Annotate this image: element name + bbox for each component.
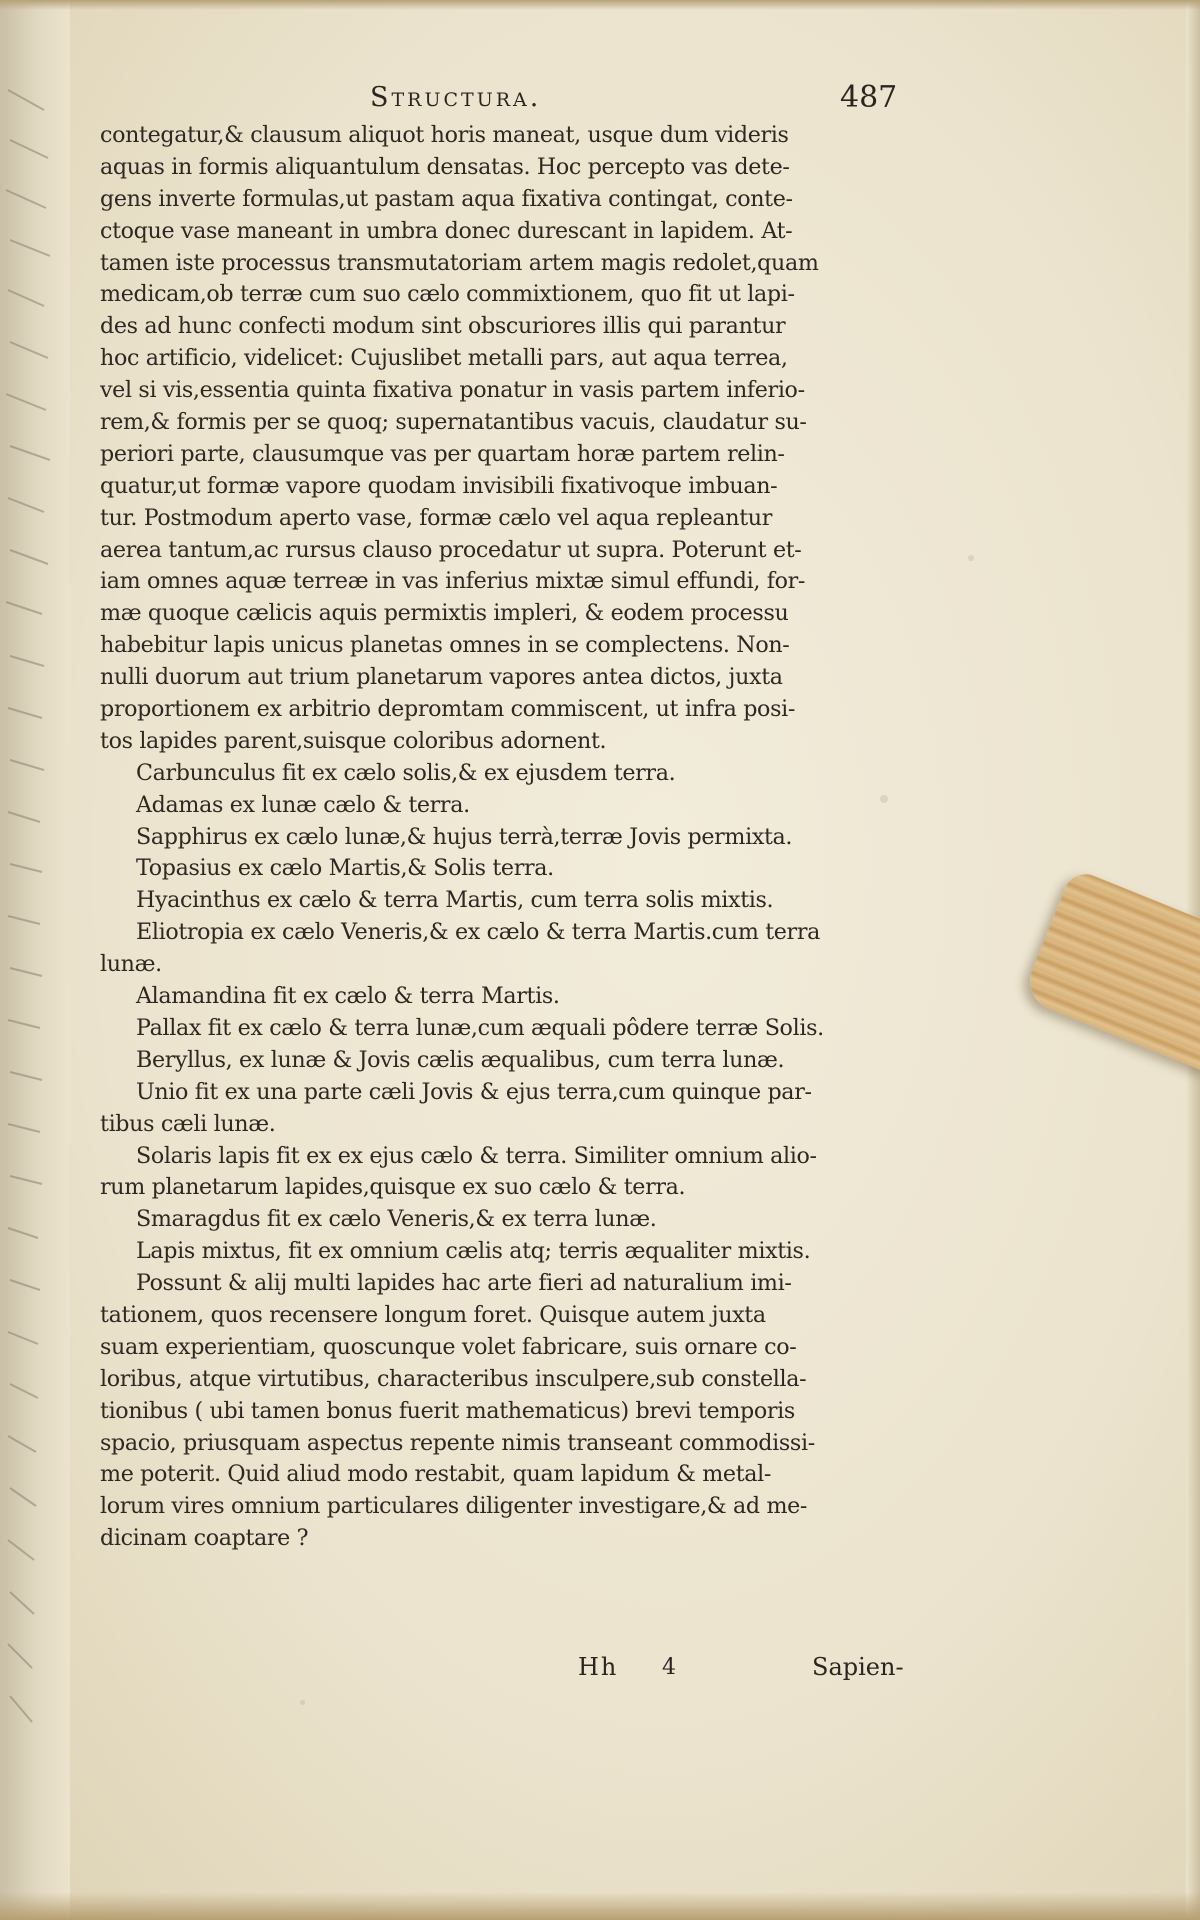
text-line: Sapphirus ex cælo lunæ,& hujus terrà,terræ Jovis permixta. [136,823,793,850]
text-line: ctoque vase maneant in umbra donec durescant in lapidem. At- [100,217,793,244]
paper-spot [968,555,974,561]
page-header [100,78,910,118]
text-line: Hyacinthus ex cælo & terra Martis, cum terra solis mixtis. [136,887,774,914]
text-line: Unio fit ex una parte cæli Jovis & ejus terra,cum quinque par- [136,1078,812,1105]
body-text [100,120,910,1555]
text-line: tibus cæli lunæ. [100,1110,276,1137]
text-line: gens inverte formulas,ut pastam aqua fixativa contingat, conte- [100,185,793,212]
page-footer [100,1653,920,1693]
signature-number: 4 [662,1655,676,1680]
text-line: tationem, quos recensere longum foret. Quisque autem juxta [100,1301,766,1328]
text-line: des ad hunc confecti modum sint obscuriores illis qui parantur [100,313,786,340]
text-line: periori parte, clausumque vas per quartam horæ partem relin- [100,440,785,467]
binding-gutter [0,0,70,1920]
running-title: Structura. [370,82,542,113]
text-line: medicam,ob terræ cum suo cælo commixtionem, quo fit ut lapi- [100,281,795,308]
page-bottom-edge [0,1892,1200,1920]
text-line: Adamas ex lunæ cælo & terra. [136,791,470,818]
bleed-through-marks [4,80,60,1780]
wooden-page-holder [1021,868,1200,1073]
text-line: tionibus ( ubi tamen bonus fuerit mathematicus) brevi temporis [100,1397,795,1424]
page-number: 487 [840,80,898,115]
text-line: Alamandina fit ex cælo & terra Martis. [136,983,560,1010]
text-line: nulli duorum aut trium planetarum vapores antea dictos, juxta [100,664,783,691]
catchword: Sapien- [812,1653,904,1681]
text-line: lorum vires omnium particulares diligenter investigare,& ad me- [100,1493,808,1520]
text-line: Beryllus, ex lunæ & Jovis cælis æqualibus, cum terra lunæ. [136,1046,785,1073]
text-line: proportionem ex arbitrio depromtam commiscent, ut infra posi- [100,696,795,723]
text-line: contegatur,& clausum aliquot horis maneat, usque dum videris [100,122,789,148]
text-line: Lapis mixtus, fit ex omnium cælis atq; terris æqualiter mixtis. [136,1238,811,1265]
text-line: hoc artificio, videlicet: Cujuslibet metalli pars, aut aqua terrea, [100,345,788,372]
text-line: tamen iste processus transmutatoriam artem magis redolet,quam [100,249,819,276]
text-line: Solaris lapis fit ex ex ejus cælo & terra. Similiter omnium alio- [136,1142,817,1169]
text-line: iam omnes aquæ terreæ in vas inferius mixtæ simul effundi, for- [100,568,805,595]
text-line: lunæ. [100,951,162,978]
text-line: Topasius ex cælo Martis,& Solis terra. [136,855,554,882]
text-line: me poterit. Quid aliud modo restabit, quam lapidum & metal- [100,1461,772,1488]
text-line: dicinam coaptare ? [100,1525,309,1552]
text-line: tur. Postmodum aperto vase, formæ cælo vel aqua repleantur [100,504,772,531]
text-line: mæ quoque cælicis aquis permixtis impleri, & eodem processu [100,600,789,627]
text-line: Carbunculus fit ex cælo solis,& ex ejusdem terra. [136,759,676,786]
text-line: tos lapides parent,suisque coloribus adornent. [100,727,607,754]
page-top-edge [0,0,1200,10]
text-line: rem,& formis per se quoq; supernatantibus vacuis, claudatur su- [100,409,807,436]
text-line: spacio, priusquam aspectus repente nimis transeant commodissi- [100,1429,815,1456]
text-line: aerea tantum,ac rursus clauso procedatur ut supra. Poterunt et- [100,536,802,563]
text-line: Pallax fit ex cælo & terra lunæ,cum æquali pôdere terræ Solis. [136,1014,824,1041]
text-line: Smaragdus fit ex cælo Veneris,& ex terra lunæ. [136,1206,657,1233]
text-line: loribus, atque virtutibus, characteribus insculpere,sub constella- [100,1365,807,1392]
signature-mark: Hh [578,1653,619,1681]
text-line: aquas in formis aliquantulum densatas. Hoc percepto vas dete- [100,153,790,180]
text-line: rum planetarum lapides,quisque ex suo cælo & terra. [100,1174,686,1201]
text-line: habebitur lapis unicus planetas omnes in se complectens. Non- [100,632,790,659]
text-line: suam experientiam, quoscunque volet fabricare, suis ornare co- [100,1333,797,1360]
paper-spot [300,1700,305,1705]
text-line: vel si vis,essentia quinta fixativa ponatur in vasis partem inferio- [100,377,805,404]
text-line: Eliotropia ex cælo Veneris,& ex cælo & terra Martis.cum terra [136,919,820,946]
text-line: Possunt & alij multi lapides hac arte fieri ad naturalium imi- [136,1270,792,1297]
text-line: quatur,ut formæ vapore quodam invisibili fixativoque imbuan- [100,472,778,499]
